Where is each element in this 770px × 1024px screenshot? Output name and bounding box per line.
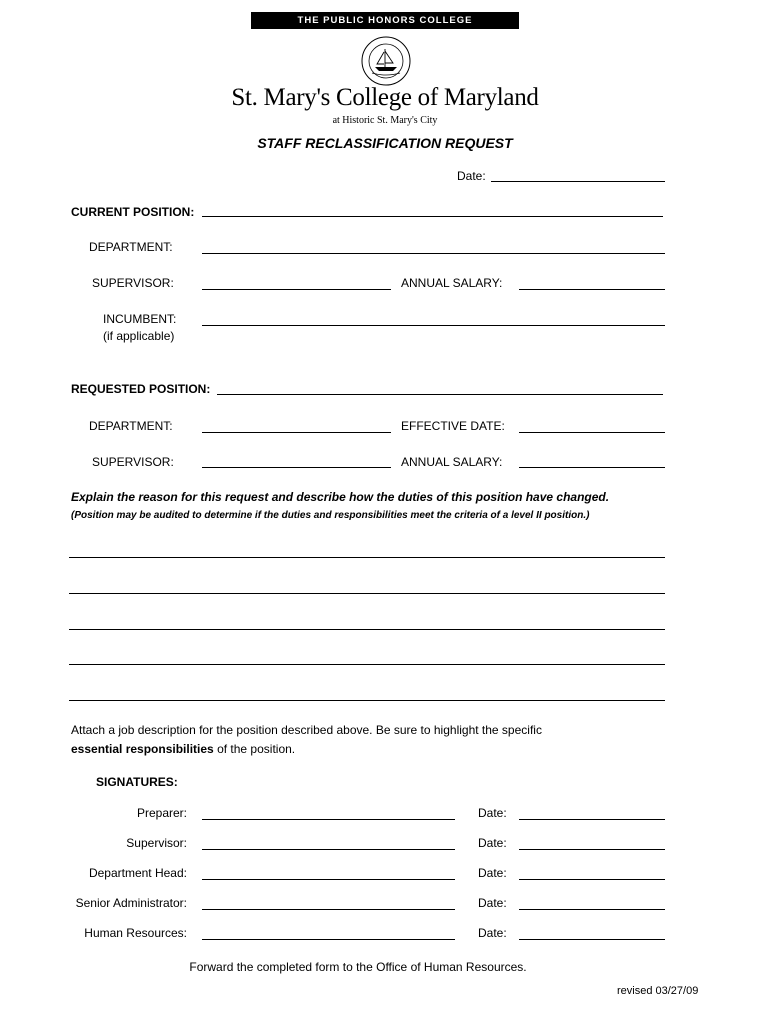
department-head-signature-field[interactable] — [202, 879, 455, 880]
senior-administrator-date-field[interactable] — [519, 909, 665, 910]
senior-administrator-signature-field[interactable] — [202, 909, 455, 910]
requested-position-heading: REQUESTED POSITION: — [71, 382, 211, 396]
explanation-line[interactable] — [69, 700, 665, 701]
department-head-date-field[interactable] — [519, 879, 665, 880]
preparer-signature-field[interactable] — [202, 819, 455, 820]
requested-department-label: DEPARTMENT: — [89, 419, 173, 433]
essential-responsibilities-text: essential responsibilities — [71, 742, 214, 756]
supervisor-sign-label: Supervisor: — [126, 836, 187, 850]
explanation-line[interactable] — [69, 629, 665, 630]
explain-note: (Position may be audited to determine if the duties and responsibilities meet the criteria of a level II position.) — [71, 510, 590, 521]
requested-salary-label: ANNUAL SALARY: — [401, 455, 503, 469]
supervisor-signature-field[interactable] — [202, 849, 455, 850]
explanation-line[interactable] — [69, 664, 665, 665]
senior-administrator-date-label: Date: — [478, 896, 507, 910]
current-supervisor-label: SUPERVISOR: — [92, 276, 174, 290]
supervisor-date-label: Date: — [478, 836, 507, 850]
current-position-heading: CURRENT POSITION: — [71, 205, 195, 219]
preparer-date-label: Date: — [478, 806, 507, 820]
explanation-line[interactable] — [69, 593, 665, 594]
current-supervisor-field[interactable] — [202, 289, 391, 290]
human-resources-signature-field[interactable] — [202, 939, 455, 940]
attach-instruction-line2 — [71, 742, 295, 756]
preparer-label: Preparer: — [136, 806, 187, 820]
explain-instruction: Explain the reason for this request and describe how the duties of this position have changed. — [71, 490, 610, 504]
college-seal-logo — [360, 35, 412, 87]
revision-date: revised 03/27/09 — [617, 985, 699, 997]
human-resources-date-label: Date: — [478, 926, 507, 940]
preparer-date-field[interactable] — [519, 819, 665, 820]
college-name: St. Mary's College of Maryland — [231, 84, 539, 111]
effective-date-label: EFFECTIVE DATE: — [401, 419, 505, 433]
current-salary-field[interactable] — [519, 289, 665, 290]
current-department-label: DEPARTMENT: — [89, 240, 173, 254]
current-position-field[interactable] — [202, 216, 663, 217]
requested-salary-field[interactable] — [519, 467, 665, 468]
effective-date-field[interactable] — [519, 432, 665, 433]
current-department-field[interactable] — [202, 253, 665, 254]
human-resources-date-field[interactable] — [519, 939, 665, 940]
department-head-label: Department Head: — [88, 866, 187, 880]
requested-position-field[interactable] — [217, 394, 663, 395]
supervisor-date-field[interactable] — [519, 849, 665, 850]
department-head-date-label: Date: — [478, 866, 507, 880]
signatures-heading: SIGNATURES: — [96, 775, 178, 789]
requested-supervisor-label: SUPERVISOR: — [92, 455, 174, 469]
requested-supervisor-field[interactable] — [202, 467, 391, 468]
incumbent-label: INCUMBENT: — [103, 312, 177, 326]
requested-department-field[interactable] — [202, 432, 391, 433]
college-banner: THE PUBLIC HONORS COLLEGE — [251, 12, 519, 29]
form-title: STAFF RECLASSIFICATION REQUEST — [257, 135, 513, 151]
incumbent-note: (if applicable) — [103, 329, 175, 343]
college-subtitle: at Historic St. Mary's City — [332, 115, 438, 126]
senior-administrator-label: Senior Administrator: — [75, 896, 187, 910]
current-salary-label: ANNUAL SALARY: — [401, 276, 503, 290]
date-label: Date: — [457, 169, 486, 183]
human-resources-label: Human Resources: — [84, 926, 187, 940]
attach-line2-rest: of the position. — [213, 742, 296, 756]
attach-instruction-line1: Attach a job description for the position described above. Be sure to highlight the specific — [71, 723, 542, 737]
forward-instruction: Forward the completed form to the Office of Human Resources. — [189, 960, 527, 974]
explanation-line[interactable] — [69, 557, 665, 558]
date-field[interactable] — [491, 181, 665, 182]
incumbent-field[interactable] — [202, 325, 665, 326]
